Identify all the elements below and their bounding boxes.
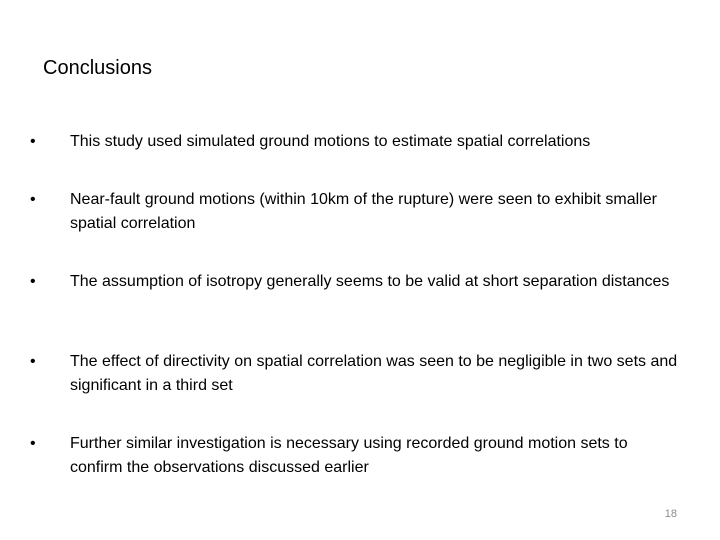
bullet-text: The effect of directivity on spatial correlation was seen to be negligible in two sets and significant in a third set — [70, 353, 678, 394]
bullet-text: The assumption of isotropy generally seems to be valid at short separation distances — [70, 273, 670, 290]
bullet-icon: • — [30, 273, 36, 290]
bullet-icon: • — [30, 133, 36, 150]
bullet-item — [30, 432, 690, 480]
bullet-item — [30, 130, 690, 154]
bullet-text: This study used simulated ground motions to estimate spatial correlations — [70, 133, 591, 150]
page-number: 18 — [664, 508, 677, 520]
bullet-item — [30, 350, 690, 398]
bullet-item — [30, 270, 690, 294]
bullet-icon: • — [30, 435, 36, 452]
bullet-text: Near-fault ground motions (within 10km of the rupture) were seen to exhibit smaller spatial correlation — [70, 191, 657, 232]
slide-title: Conclusions — [43, 57, 152, 79]
bullet-text: Further similar investigation is necessary using recorded ground motion sets to confirm the observations discussed earlier — [70, 435, 628, 476]
bullet-icon: • — [30, 353, 36, 370]
bullet-item — [30, 188, 690, 236]
bullet-icon: • — [30, 191, 36, 208]
